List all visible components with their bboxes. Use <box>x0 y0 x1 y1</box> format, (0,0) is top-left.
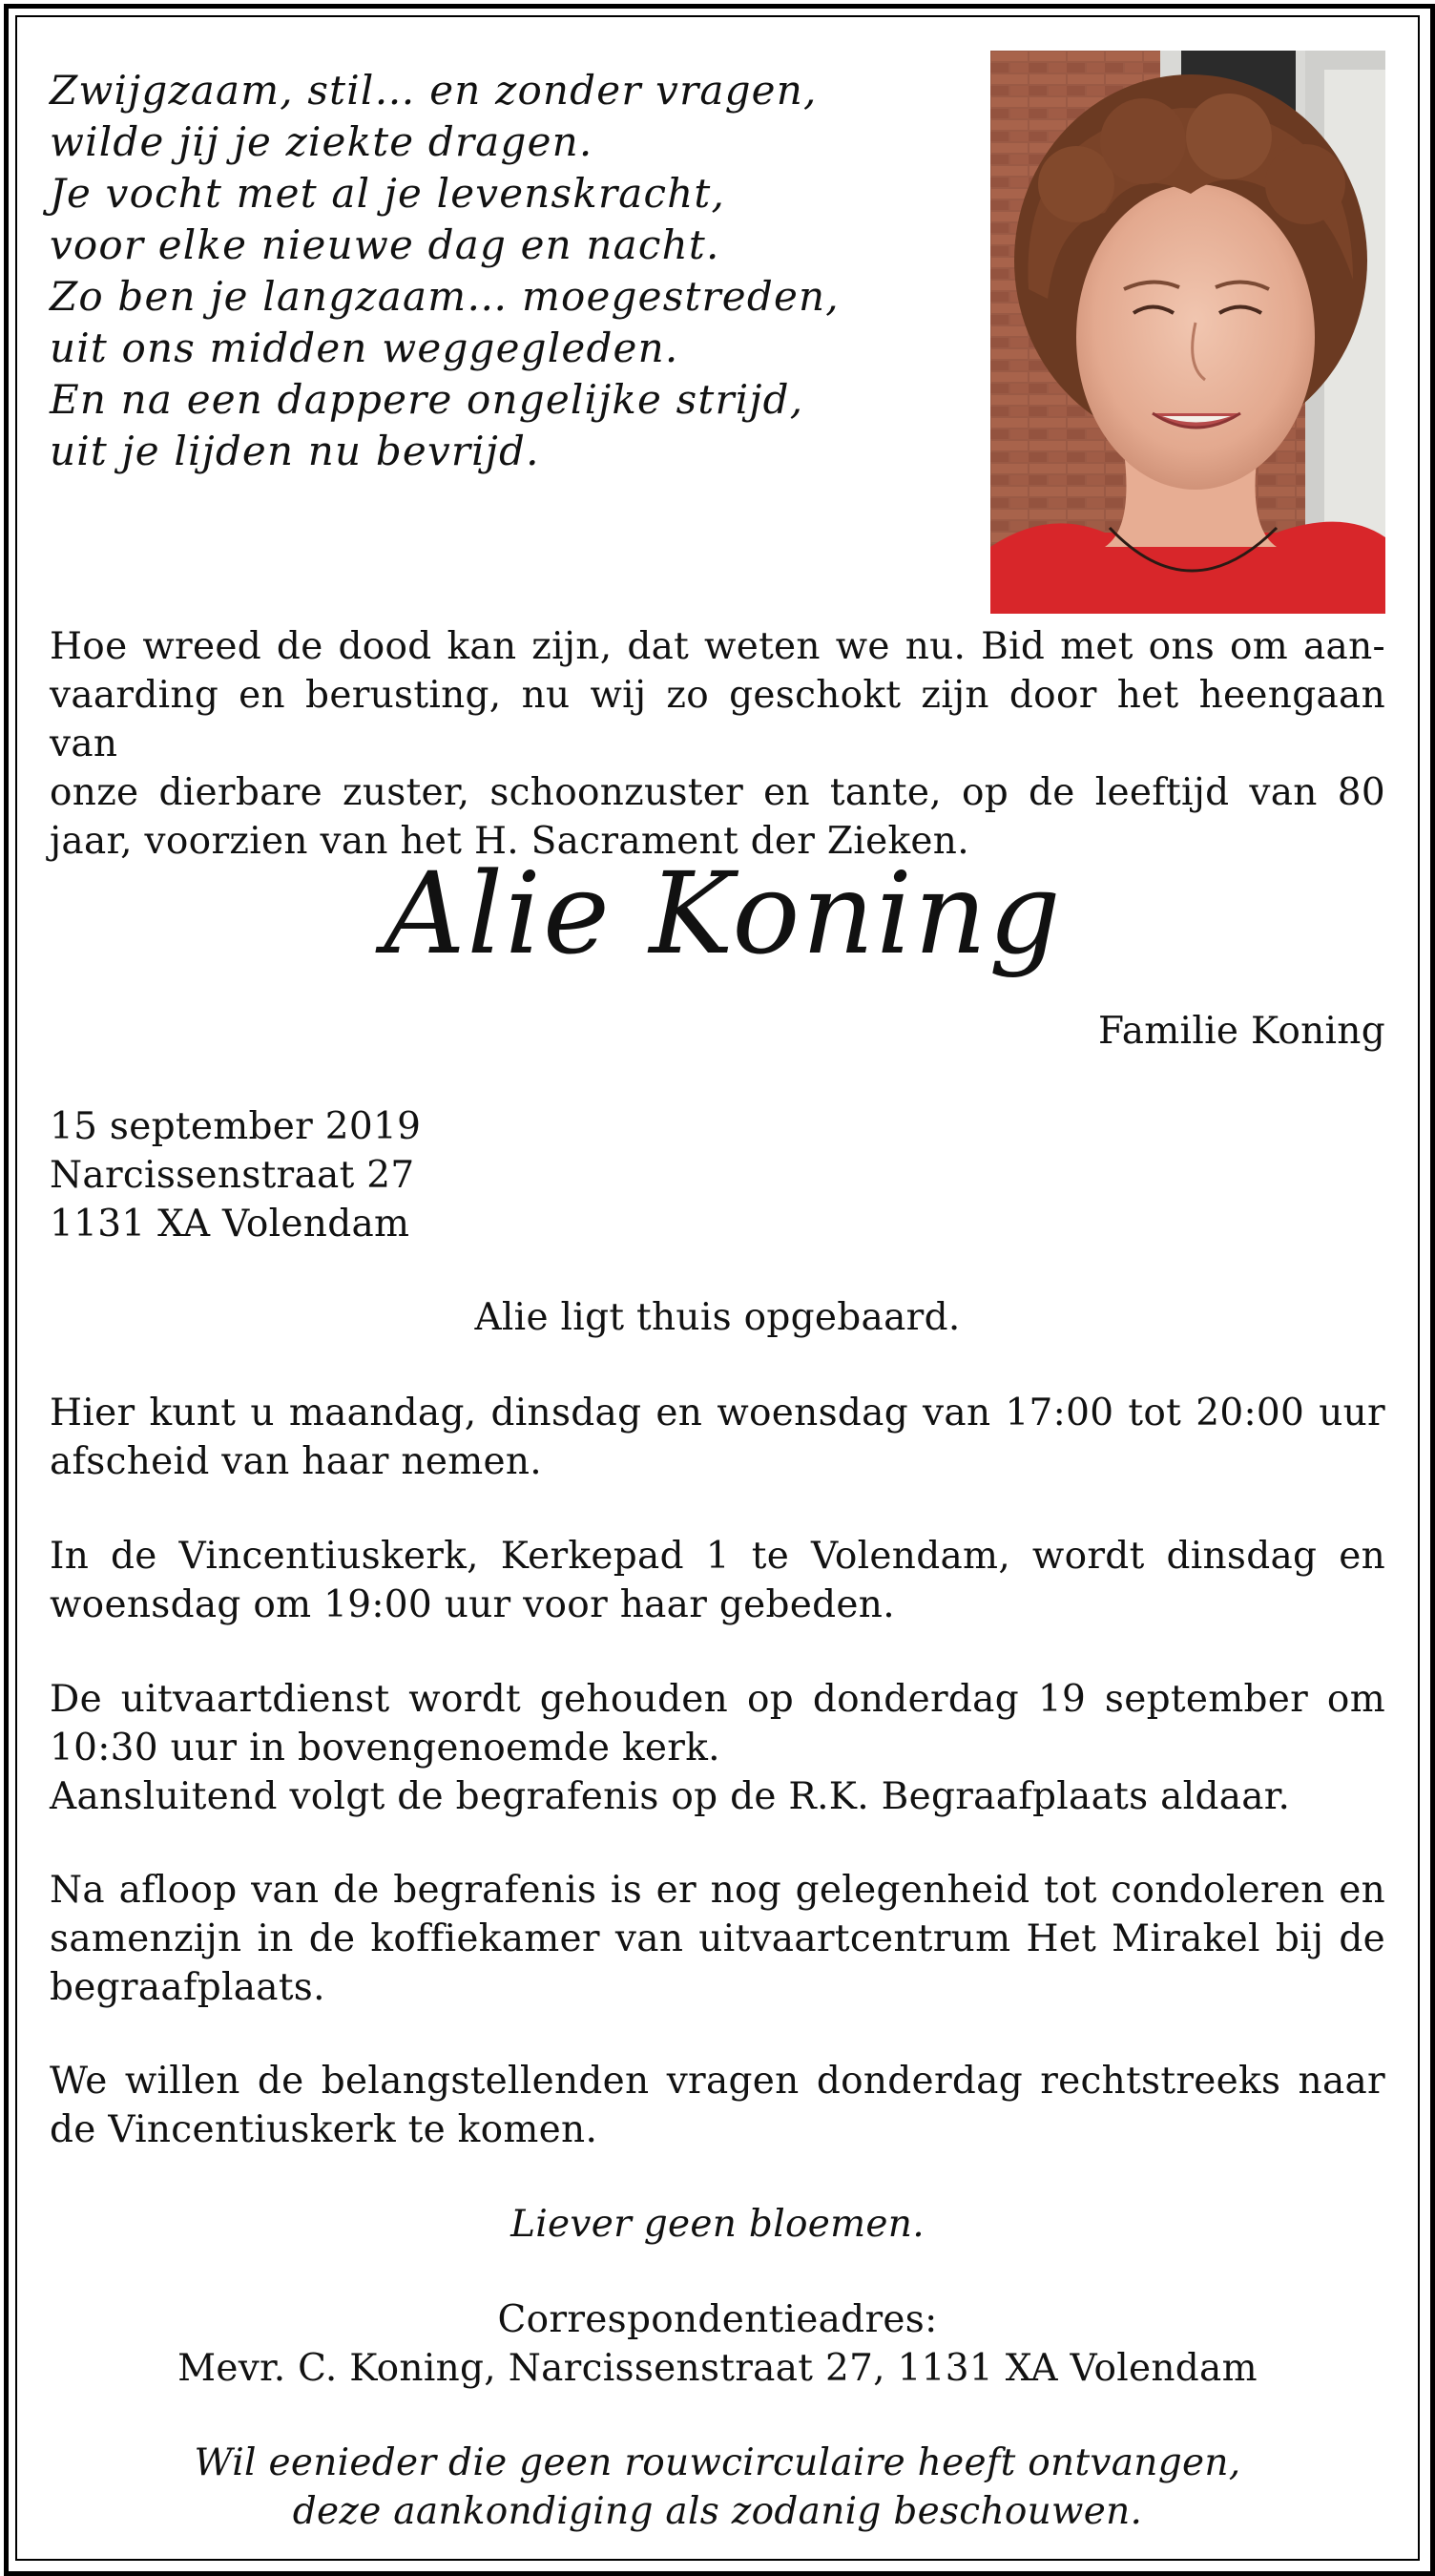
portrait-photo <box>990 51 1385 614</box>
condolence-paragraph <box>50 1866 1385 2012</box>
intro-line: jaar, voorzien van het H. Sacrament der Zieken. <box>50 820 969 863</box>
poem-line: Je vocht met al je levenskracht, <box>50 170 726 217</box>
poem-line: voor elke nieuwe dag en nacht. <box>50 221 720 268</box>
date-address-block <box>50 1102 1385 1248</box>
prayer-line: woensdag om 19:00 uur voor haar gebeden. <box>50 1583 895 1626</box>
closing-line: deze aankondiging als zodanig beschouwen. <box>292 2490 1143 2533</box>
signed-by: Familie Koning <box>1098 1010 1385 1053</box>
intro-line: Hoe wreed de dood kan zijn, dat weten we nu. Bid met ons om aan- <box>50 625 1385 668</box>
correspondence-label: Correspondentieadres: <box>497 2298 938 2341</box>
deceased-name-text: Alie Koning <box>384 848 1063 979</box>
poem-line: Zo ben je langzaam… moegestreden, <box>50 273 840 320</box>
no-flowers-note: Liever geen bloemen. <box>510 2203 925 2246</box>
poem-line: uit ons midden weggegleden. <box>50 325 679 371</box>
service-line: Aansluitend volgt de begrafenis op de R.K. Begraafplaats aldaar. <box>50 1775 1291 1818</box>
prayer-line: In de Vincentiuskerk, Kerkepad 1 te Volendam, wordt dinsdag en <box>50 1535 1385 1578</box>
visiting-line: Hier kunt u maandag, dinsdag en woensdag van 17:00 tot 20:00 uur <box>50 1392 1385 1435</box>
poem-line: En na een dappere ongelijke strijd, <box>50 376 804 423</box>
service-paragraph <box>50 1675 1385 1821</box>
condolence-line: samenzijn in de koffiekamer van uitvaartcentrum Het Mirakel bij de <box>50 1917 1385 1960</box>
visiting-paragraph <box>50 1389 1385 1486</box>
intro-line: vaarding en berusting, nu wij zo geschokt zijn door het heengaan van <box>50 674 1385 765</box>
address-street: Narcissenstraat 27 <box>50 1154 415 1197</box>
death-date: 15 september 2019 <box>50 1105 422 1148</box>
condolence-line: begraafplaats. <box>50 1966 325 2009</box>
address-city: 1131 XA Volendam <box>50 1203 410 1246</box>
visiting-line: afscheid van haar nemen. <box>50 1440 543 1483</box>
poem-line: uit je lijden nu bevrijd. <box>50 428 540 474</box>
poem-line: Zwijgzaam, stil… en zonder vragen, <box>50 67 818 114</box>
intro-line: onze dierbare zuster, schoonzuster en tante, op de leeftijd van 80 <box>50 771 1385 814</box>
poem <box>50 65 946 477</box>
service-line: De uitvaartdienst wordt gehouden op donderdag 19 september om <box>50 1678 1385 1721</box>
request-paragraph <box>50 2057 1385 2154</box>
lying-in-state: Alie ligt thuis opgebaard. <box>474 1296 961 1339</box>
condolence-line: Na afloop van de begrafenis is er nog gelegenheid tot condoleren en <box>50 1869 1385 1912</box>
intro-paragraph <box>50 622 1385 866</box>
correspondence-block <box>50 2295 1385 2393</box>
request-line: We willen de belangstellenden vragen donderdag rechtstreeks naar <box>50 2060 1385 2103</box>
request-line: de Vincentiuskerk te komen. <box>50 2108 598 2151</box>
service-line: 10:30 uur in bovengenoemde kerk. <box>50 1727 720 1770</box>
closing-line: Wil eenieder die geen rouwcirculaire heeft ontvangen, <box>194 2441 1241 2484</box>
closing-note <box>50 2439 1385 2536</box>
correspondence-address: Mevr. C. Koning, Narcissenstraat 27, 1131 XA Volendam <box>177 2347 1258 2390</box>
deceased-name <box>0 830 1435 1002</box>
poem-line: wilde jij je ziekte dragen. <box>50 118 593 165</box>
prayer-paragraph <box>50 1532 1385 1629</box>
